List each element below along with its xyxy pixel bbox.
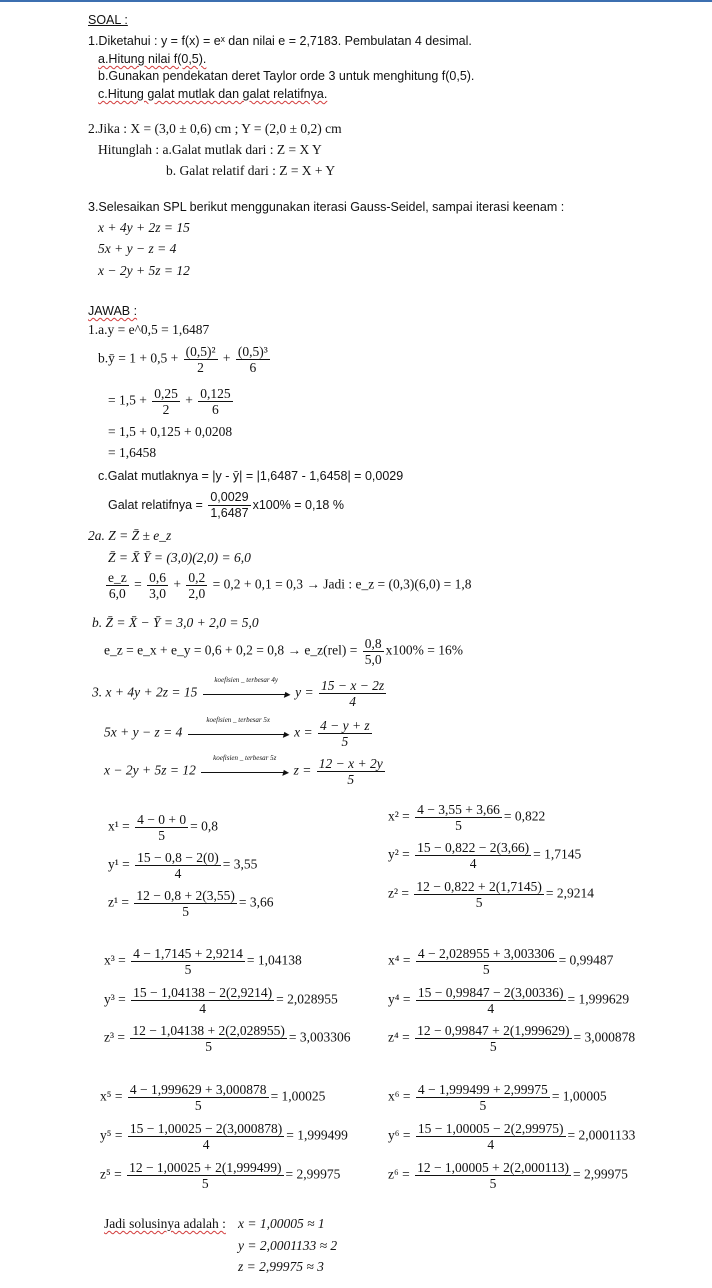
iteration-z3: z³ = $\frac{12 - 1,04138 + 2(2,028955)}{5}$ = 3,003306	[104, 1023, 351, 1054]
answer-1a: 1.a.y = e^0,5 = 1,6487	[88, 322, 210, 337]
conclusion-label: Jadi solusinya adalah :	[104, 1216, 226, 1231]
iteration-x6: x⁶ = $\frac{4 - 1,999499 + 2,99975}{5}$ = 1,00005	[388, 1082, 607, 1113]
iteration-y2: y² = $\frac{15 - 0,822 - 2(3,66)}{4}$ = 1,7145	[388, 840, 582, 871]
iteration-x1: x¹ = $\frac{4 - 0 + 0}{5}$ = 0,8	[108, 812, 219, 843]
iteration-y6: y⁶ = $\frac{15 - 1,00005 - 2(2,99975)}{4}$ = 2,0001133	[388, 1121, 636, 1152]
answer-2a-line1: 2a. Z = Z̄ ± e_z	[88, 528, 172, 543]
answer-3-row2: 5x + y − z = 4 koefisien _ terbesar 5x ▸ x = $\frac{4 - y + z}{5}$	[104, 716, 370, 749]
spl-equation-1: x + 4y + 2z = 15	[98, 220, 190, 235]
question-2a: Hitunglah : a.Galat mutlak dari : Z = X Y	[98, 142, 322, 157]
soal-heading: SOAL :	[88, 13, 128, 27]
question-1a: a.Hitung nilai f(0,5).	[98, 52, 207, 66]
question-1c: c.Hitung galat mutlak dan galat relatifnya.	[98, 87, 328, 101]
iteration-y4: y⁴ = $\frac{15 - 0,99847 - 2(3,00336)}{4}$ = 1,999629	[388, 985, 630, 1016]
spl-equation-3: x − 2y + 5z = 12	[98, 263, 190, 278]
solution-x: x = 1,00005 ≈ 1	[238, 1216, 325, 1231]
answer-1c-absolute: c.Galat mutlaknya = |y - ȳ| = |1,6487 - 1,6458| = 0,0029	[98, 469, 404, 483]
answer-3-row1: 3. x + 4y + 2z = 15 koefisien _ terbesar 4y ▸ y = $\frac{15 - x - 2z}{4}$	[92, 676, 385, 709]
answer-1b-line1: b.ȳ = 1 + 0,5 + $\frac{\text{(0,5)²}}{2}$ + $\frac{\text{(0,5)³}}{6}$	[98, 344, 268, 375]
iteration-z6: z⁶ = $\frac{12 - 1,00005 + 2(2,000113)}{5}$ = 2,99975	[388, 1160, 628, 1191]
iteration-y5: y⁵ = $\frac{15 - 1,00025 - 2(3,000878)}{4}$ = 1,999499	[100, 1121, 348, 1152]
iteration-z1: z¹ = $\frac{12 - 0,8 + 2(3,55)}{5}$ = 3,66	[108, 888, 274, 919]
top-border	[0, 0, 712, 2]
answer-1b-line2: = 1,5 + $\frac{0,25}{2}$ + $\frac{0,125}{6}$	[108, 386, 231, 417]
iteration-y1: y¹ = $\frac{15 - 0,8 - 2(0)}{4}$ = 3,55	[108, 850, 258, 881]
solution-z: z = 2,99975 ≈ 3	[238, 1259, 324, 1274]
answer-2a-line3: $\frac{e\_z}{6,0}$ = $\frac{0,6}{3,0}$ + $\frac{0,2}{2,0}$ = 0,2 + 0,1 = 0,3 → Jadi : e_z = (0,3)(6,0) = 1,8	[108, 570, 472, 601]
question-1: 1.Diketahui : y = f(x) = eˣ dan nilai e = 2,7183. Pembulatan 4 desimal.	[88, 34, 472, 48]
jawab-heading: JAWAB :	[88, 304, 138, 318]
iteration-x5: x⁵ = $\frac{4 - 1,999629 + 3,000878}{5}$ = 1,00025	[100, 1082, 326, 1113]
question-2: 2.Jika : X = (3,0 ± 0,6) cm ; Y = (2,0 ± 0,2) cm	[88, 121, 342, 136]
iteration-x3: x³ = $\frac{4 - 1,7145 + 2,9214}{5}$ = 1,04138	[104, 946, 302, 977]
question-2b: b. Galat relatif dari : Z = X + Y	[166, 163, 336, 178]
iteration-z5: z⁵ = $\frac{12 - 1,00025 + 2(1,999499)}{5}$ = 2,99975	[100, 1160, 341, 1191]
answer-2a-line2: Z̄ = X̄ Ȳ = (3,0)(2,0) = 6,0	[108, 550, 251, 565]
answer-1b-line3: = 1,5 + 0,125 + 0,0208	[108, 424, 233, 439]
solution-y: y = 2,0001133 ≈ 2	[238, 1238, 338, 1253]
iteration-x2: x² = $\frac{4 - 3,55 + 3,66}{5}$ = 0,822	[388, 802, 546, 833]
answer-2b-line2: e_z = e_x + e_y = 0,6 + 0,2 = 0,8 → e_z(rel) = $\frac{0,8}{5,0}$ x100% = 16%	[104, 636, 463, 667]
question-1b: b.Gunakan pendekatan deret Taylor orde 3 untuk menghitung f(0,5).	[98, 69, 475, 83]
answer-1c-relative: Galat relatifnya = $\frac{0,0029}{1,6487}$ x100% = 0,18 %	[108, 490, 344, 520]
iteration-z2: z² = $\frac{12 - 0,822 + 2(1,7145)}{5}$ = 2,9214	[388, 879, 594, 910]
question-3: 3.Selesaikan SPL berikut menggunakan iterasi Gauss-Seidel, sampai iterasi keenam :	[88, 200, 565, 214]
answer-2b-line1: b. Z̄ = X̄ − Ȳ = 3,0 + 2,0 = 5,0	[92, 615, 259, 630]
iteration-z4: z⁴ = $\frac{12 - 0,99847 + 2(1,999629)}{5}$ = 3,000878	[388, 1023, 636, 1054]
answer-1b-line4: = 1,6458	[108, 445, 157, 460]
iteration-y3: y³ = $\frac{15 - 1,04138 - 2(2,9214)}{4}$ = 2,028955	[104, 985, 338, 1016]
answer-3-row3: x − 2y + 5z = 12 koefisien _ terbesar 5z ▸ z = $\frac{12 - x + 2y}{5}$	[104, 754, 383, 787]
spl-equation-2: 5x + y − z = 4	[98, 241, 177, 256]
iteration-x4: x⁴ = $\frac{4 - 2,028955 + 3,003306}{5}$ = 0,99487	[388, 946, 614, 977]
